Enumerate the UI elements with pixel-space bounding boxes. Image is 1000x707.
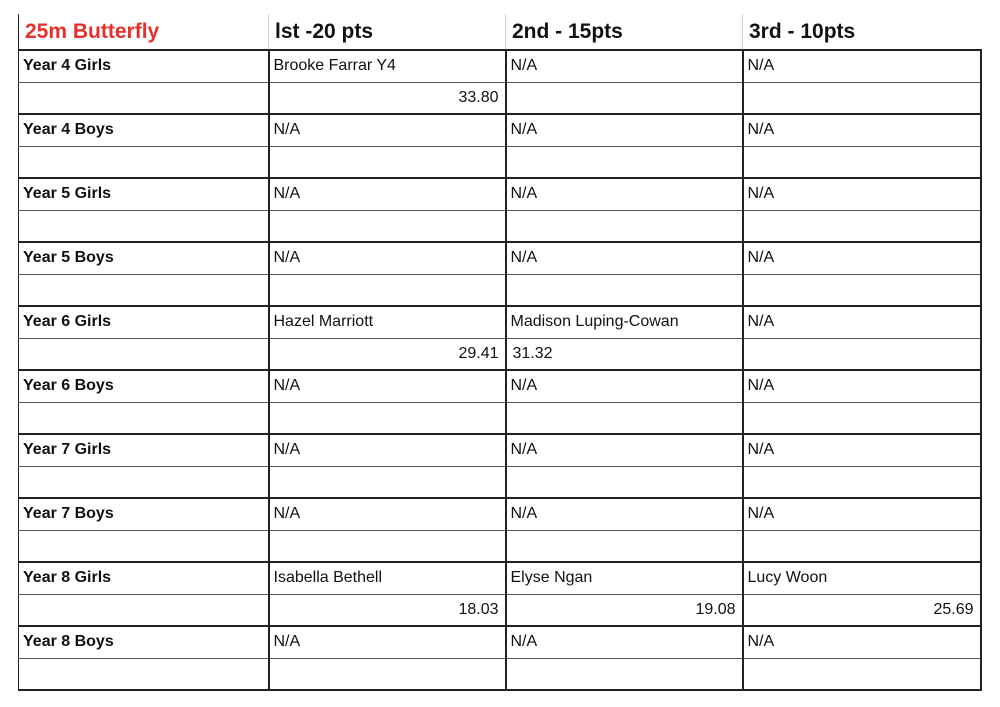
third-place-name-cell[interactable]: N/A [743,498,981,530]
category-cell[interactable]: Year 8 Girls [19,562,269,594]
result-row [19,498,981,530]
first-place-name-cell[interactable]: Isabella Bethell [269,562,506,594]
time-row [19,466,981,498]
header-third-place[interactable]: 3rd - 10pts [743,14,981,50]
blank-cell[interactable] [19,530,269,562]
second-time-cell[interactable] [506,82,743,114]
first-time-cell[interactable]: 29.41 [269,338,506,370]
third-place-name-cell[interactable]: N/A [743,370,981,402]
second-time-cell[interactable] [506,146,743,178]
header-first-place[interactable]: lst -20 pts [269,14,506,50]
blank-cell[interactable] [19,146,269,178]
header-row [19,14,981,50]
second-place-name-cell[interactable]: N/A [506,178,743,210]
results-table [18,14,982,691]
second-time-cell[interactable]: 19.08 [506,594,743,626]
second-time-cell[interactable] [506,210,743,242]
category-cell[interactable]: Year 6 Boys [19,370,269,402]
result-row [19,178,981,210]
second-place-name-cell[interactable]: N/A [506,498,743,530]
third-time-cell[interactable] [743,530,981,562]
blank-cell[interactable] [19,658,269,690]
second-place-name-cell[interactable]: N/A [506,114,743,146]
third-time-cell[interactable] [743,466,981,498]
category-cell[interactable]: Year 6 Girls [19,306,269,338]
third-place-name-cell[interactable]: N/A [743,434,981,466]
second-time-cell[interactable] [506,658,743,690]
category-cell[interactable]: Year 5 Girls [19,178,269,210]
second-time-cell[interactable]: 31.32 [506,338,743,370]
third-time-cell[interactable] [743,338,981,370]
second-place-name-cell[interactable]: Elyse Ngan [506,562,743,594]
first-time-cell[interactable] [269,530,506,562]
first-place-name-cell[interactable]: N/A [269,498,506,530]
result-row [19,114,981,146]
first-time-cell[interactable]: 33.80 [269,82,506,114]
third-time-cell[interactable] [743,274,981,306]
first-place-name-cell[interactable]: N/A [269,370,506,402]
result-row [19,306,981,338]
third-time-cell[interactable] [743,82,981,114]
time-row [19,82,981,114]
third-place-name-cell[interactable]: Lucy Woon [743,562,981,594]
category-cell[interactable]: Year 4 Girls [19,50,269,82]
time-row [19,210,981,242]
category-cell[interactable]: Year 7 Girls [19,434,269,466]
second-place-name-cell[interactable]: N/A [506,626,743,658]
results-body [19,50,981,690]
third-place-name-cell[interactable]: N/A [743,50,981,82]
first-time-cell[interactable] [269,466,506,498]
first-time-cell[interactable] [269,274,506,306]
blank-cell[interactable] [19,466,269,498]
result-row [19,242,981,274]
first-place-name-cell[interactable]: N/A [269,178,506,210]
second-place-name-cell[interactable]: Madison Luping-Cowan [506,306,743,338]
result-row [19,370,981,402]
second-place-name-cell[interactable]: N/A [506,50,743,82]
third-place-name-cell[interactable]: N/A [743,306,981,338]
result-row [19,562,981,594]
blank-cell[interactable] [19,210,269,242]
blank-cell[interactable] [19,402,269,434]
header-second-place[interactable]: 2nd - 15pts [506,14,743,50]
result-row [19,50,981,82]
first-place-name-cell[interactable]: Hazel Marriott [269,306,506,338]
third-place-name-cell[interactable]: N/A [743,626,981,658]
first-place-name-cell[interactable]: N/A [269,242,506,274]
first-time-cell[interactable]: 18.03 [269,594,506,626]
time-row [19,594,981,626]
second-time-cell[interactable] [506,274,743,306]
result-row [19,434,981,466]
event-title[interactable]: 25m Butterfly [19,14,269,50]
third-time-cell[interactable] [743,210,981,242]
first-time-cell[interactable] [269,402,506,434]
blank-cell[interactable] [19,82,269,114]
blank-cell[interactable] [19,594,269,626]
second-place-name-cell[interactable]: N/A [506,434,743,466]
second-time-cell[interactable] [506,530,743,562]
third-time-cell[interactable] [743,146,981,178]
third-time-cell[interactable] [743,402,981,434]
category-cell[interactable]: Year 4 Boys [19,114,269,146]
time-row [19,274,981,306]
first-time-cell[interactable] [269,146,506,178]
blank-cell[interactable] [19,274,269,306]
second-place-name-cell[interactable]: N/A [506,370,743,402]
time-row [19,402,981,434]
second-place-name-cell[interactable]: N/A [506,242,743,274]
first-place-name-cell[interactable]: N/A [269,626,506,658]
third-place-name-cell[interactable]: N/A [743,242,981,274]
first-place-name-cell[interactable]: N/A [269,434,506,466]
result-row [19,626,981,658]
third-place-name-cell[interactable]: N/A [743,178,981,210]
third-time-cell[interactable] [743,658,981,690]
third-place-name-cell[interactable]: N/A [743,114,981,146]
first-place-name-cell[interactable]: N/A [269,114,506,146]
third-time-cell[interactable]: 25.69 [743,594,981,626]
first-time-cell[interactable] [269,210,506,242]
first-place-name-cell[interactable]: Brooke Farrar Y4 [269,50,506,82]
blank-cell[interactable] [19,338,269,370]
time-row [19,530,981,562]
category-cell[interactable]: Year 8 Boys [19,626,269,658]
category-cell[interactable]: Year 7 Boys [19,498,269,530]
second-time-cell[interactable] [506,466,743,498]
time-row [19,146,981,178]
time-row [19,338,981,370]
category-cell[interactable]: Year 5 Boys [19,242,269,274]
second-time-cell[interactable] [506,402,743,434]
first-time-cell[interactable] [269,658,506,690]
time-row [19,658,981,690]
